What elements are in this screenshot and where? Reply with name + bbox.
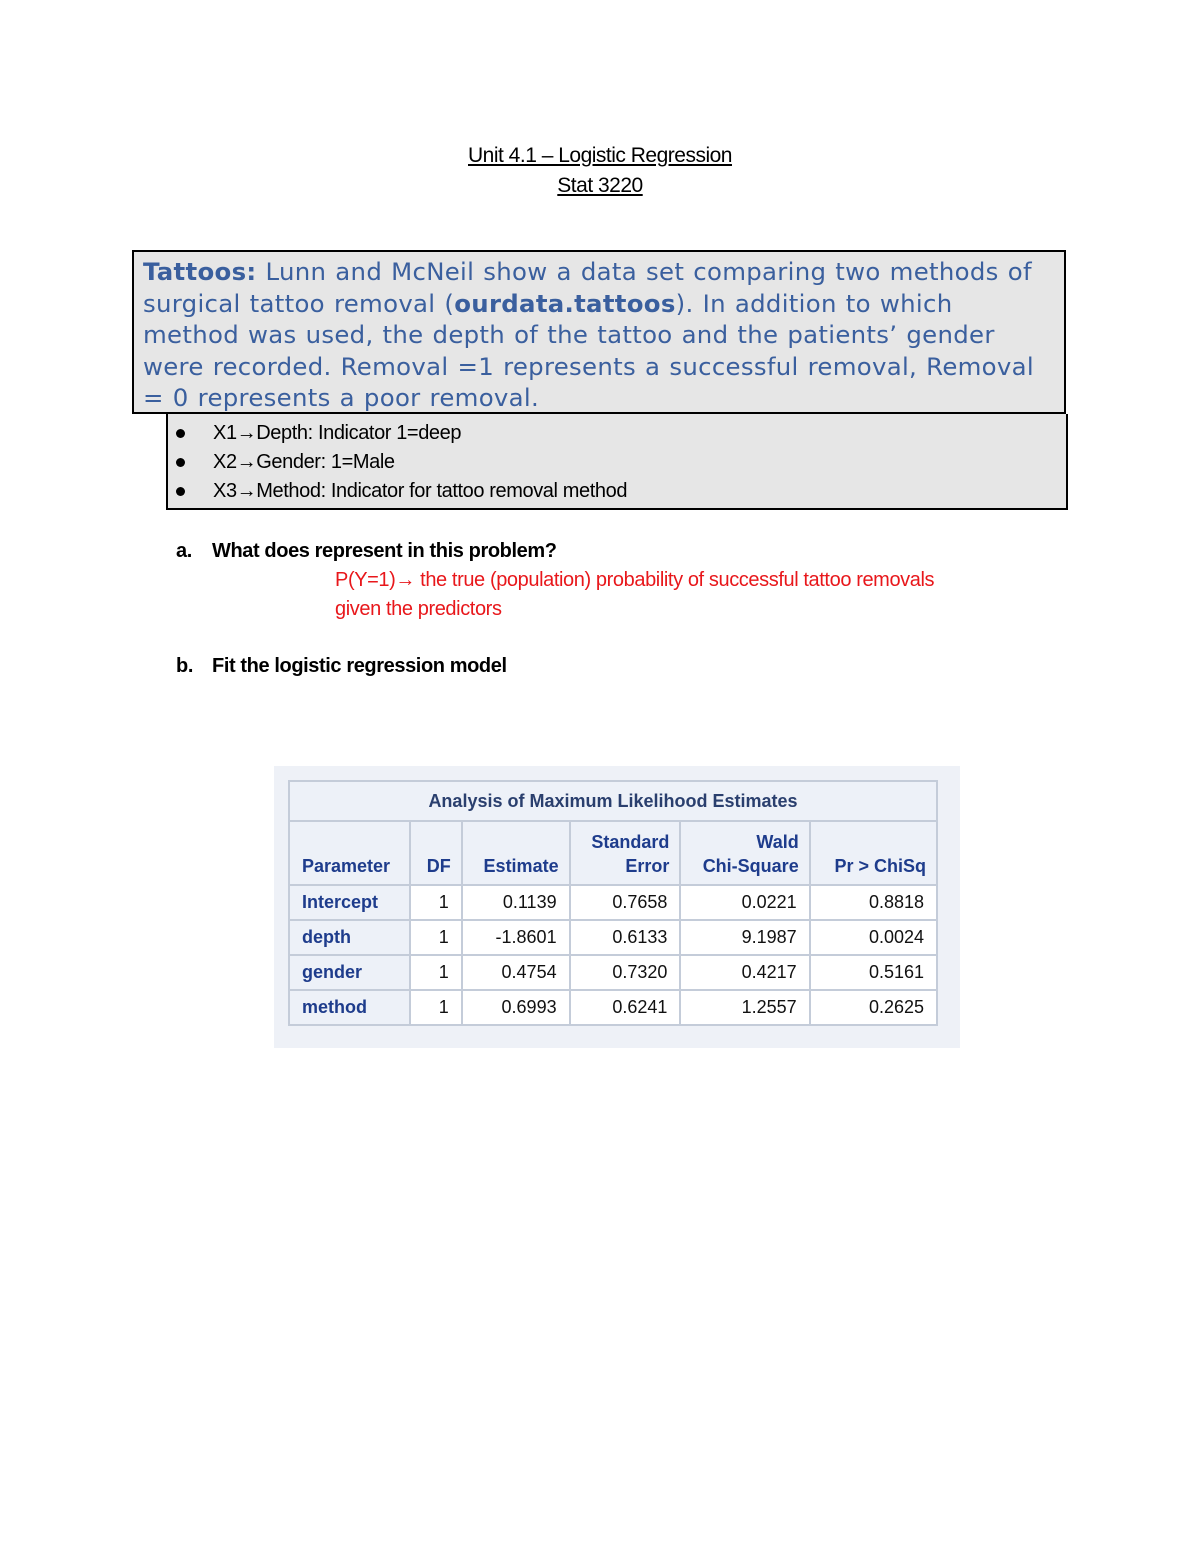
- row-wald: 0.0221: [680, 885, 809, 920]
- course-subtitle: Stat 3220: [557, 174, 643, 197]
- row-p-value: 0.0024: [810, 920, 937, 955]
- row-wald: 9.1987: [680, 920, 809, 955]
- answer-a-line2: given the predictors: [335, 598, 502, 620]
- header-wald-line1: Wald: [756, 832, 799, 852]
- header-p-value: Pr > ChiSq: [810, 821, 937, 885]
- row-p-value: 0.8818: [810, 885, 937, 920]
- dataset-name: ourdata.tattoos: [454, 288, 676, 318]
- question-b-text: Fit the logistic regression model: [212, 655, 507, 677]
- predictor-list-box: [166, 414, 1068, 510]
- row-parameter: Intercept: [289, 885, 410, 920]
- question-b-label: b.: [176, 655, 193, 677]
- header-wald-chi-square: [680, 821, 809, 885]
- problem-text-part2: ). In addition to which method was used, the depth of the tattoo and the patients’ gender were recorded. Removal =1 represents a successful removal, Removal = 0 represents a poor removal.: [143, 288, 1034, 412]
- table-row: [289, 990, 937, 1025]
- header-standard-error-line1: Standard: [591, 832, 670, 852]
- row-parameter: gender: [289, 955, 410, 990]
- table-row: [289, 885, 937, 920]
- question-a-label: a.: [176, 540, 192, 562]
- header-parameter: Parameter: [289, 821, 410, 885]
- question-b: [176, 655, 507, 678]
- table-row: [289, 955, 937, 990]
- row-p-value: 0.5161: [810, 955, 937, 990]
- table-row: [289, 920, 937, 955]
- row-stderr: 0.6241: [570, 990, 681, 1025]
- row-estimate: 0.4754: [462, 955, 570, 990]
- row-parameter: method: [289, 990, 410, 1025]
- document-title: Unit 4.1 – Logistic Regression: [468, 144, 732, 167]
- row-stderr: 0.7320: [570, 955, 681, 990]
- row-parameter: depth: [289, 920, 410, 955]
- mle-table: [288, 780, 938, 1026]
- problem-label: Tattoos:: [143, 257, 257, 286]
- row-stderr: 0.7658: [570, 885, 681, 920]
- row-estimate: 0.6993: [462, 990, 570, 1025]
- predictor-list: [168, 414, 1066, 506]
- row-estimate: -1.8601: [462, 920, 570, 955]
- question-a-text: What does represent in this problem?: [212, 540, 557, 562]
- answer-a-line1: P(Y=1)→ the true (population) probability of successful tattoo removals: [335, 569, 935, 591]
- problem-description-box: [132, 250, 1066, 414]
- problem-text-part1: Lunn and McNeil show a data set comparing two methods of surgical tattoo removal (: [143, 257, 1032, 318]
- row-wald: 1.2557: [680, 990, 809, 1025]
- header-df: DF: [410, 821, 462, 885]
- row-estimate: 0.1139: [462, 885, 570, 920]
- header-standard-error-line2: Error: [625, 856, 670, 876]
- mle-table-panel: [274, 766, 960, 1048]
- row-df: 1: [410, 990, 462, 1025]
- predictor-item: X3→Method: Indicator for tattoo removal method: [168, 477, 1066, 506]
- row-p-value: 0.2625: [810, 990, 937, 1025]
- row-df: 1: [410, 955, 462, 990]
- row-df: 1: [410, 885, 462, 920]
- question-a: [176, 540, 557, 563]
- predictor-item: X2→Gender: 1=Male: [168, 448, 1066, 477]
- predictor-item: X1→Depth: Indicator 1=deep: [168, 419, 1066, 448]
- row-wald: 0.4217: [680, 955, 809, 990]
- header-standard-error: [570, 821, 681, 885]
- table-header-row: [289, 821, 937, 885]
- header-wald-line2: Chi-Square: [702, 856, 799, 876]
- row-df: 1: [410, 920, 462, 955]
- table-caption: Analysis of Maximum Likelihood Estimates: [289, 781, 937, 821]
- header-estimate: Estimate: [462, 821, 570, 885]
- row-stderr: 0.6133: [570, 920, 681, 955]
